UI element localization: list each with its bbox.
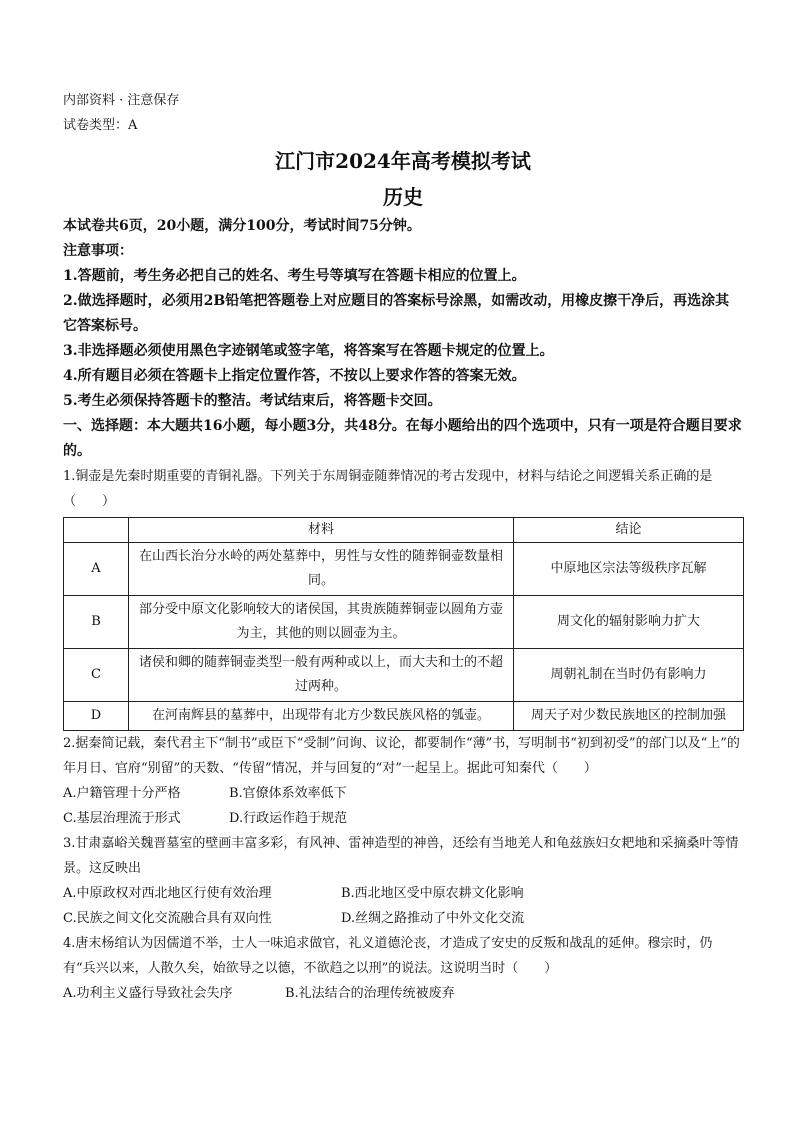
row-material: 在河南辉县的墓葬中，出现带有北方少数民族风格的瓠壶。 [129,702,514,731]
row-label: B [64,596,129,649]
exam-subject: 历史 [383,185,423,209]
row-conclusion: 周天子对少数民族地区的控制加强 [514,702,744,731]
notice-item: 1.答题前，考生务必把自己的姓名、考生号等填写在答题卡相应的位置上。 [63,268,526,284]
option-d: D.行政运作趋于规范 [229,811,348,826]
option-a: A.中原政权对西北地区行使有效治理 [63,886,272,901]
row-conclusion: 周朝礼制在当时仍有影响力 [514,649,744,702]
question-1-stem: 1.铜壶是先秦时期重要的青铜礼器。下列关于东周铜壶随葬情况的考古发现中，材料与结论之间逻辑关系正确的是（ ） [63,469,713,509]
table-header-label [64,518,129,543]
table-header-conclusion: 结论 [514,518,744,543]
question-4-stem: 4.唐末杨绾认为因儒道不举，士人一味追求做官，礼义道德沦丧，才造成了安史的反叛和战乱的延伸。穆宗时，仍有“兵兴以来，人散久矣，始欲导之以德，不欲趋之以刑”的说法。这说明当时（ ） [63,936,713,976]
question-3-stem: 3.甘肃嘉峪关魏晋墓室的壁画丰富多彩，有风神、雷神造型的神兽，还绘有当地羌人和龟兹族妇女耙地和采摘桑叶等情景。这反映出 [63,836,739,876]
notice-item: 4.所有题目必须在答题卡上指定位置作答，不按以上要求作答的答案无效。 [63,368,526,384]
table-row [64,702,744,731]
question-2-options-row1 [63,781,743,806]
row-label: A [64,543,129,596]
option-b: B.西北地区受中原农耕文化影响 [341,886,524,901]
option-c: C.民族之间文化交流融合具有双向性 [63,911,272,926]
row-conclusion: 中原地区宗法等级秩序瓦解 [514,543,744,596]
table-row [64,649,744,702]
option-b: B.官僚体系效率低下 [229,786,347,801]
question-3-options-row2 [63,906,743,931]
option-a: A.功利主义盛行导致社会失序 [63,986,233,1001]
table-row [64,596,744,649]
table-row [64,543,744,596]
row-label: C [64,649,129,702]
question-1-table [63,517,744,731]
option-c: C.基层治理流于形式 [63,811,181,826]
confidential-note: 内部资料 · 注意保存 [63,93,180,108]
exam-title: 江门市2024年高考模拟考试 [275,149,531,173]
paper-type: 试卷类型：A [63,118,138,133]
notice-item: 2.做选择题时，必须用2B铅笔把答题卷上对应题目的答案标号涂黑，如需改动，用橡皮擦干净后，再选涂其它答案标号。 [63,293,730,334]
row-material: 诸侯和卿的随葬铜壶类型一般有两种或以上，而大夫和士的不超过两种。 [129,649,514,702]
question-2-options-row2 [63,806,743,831]
notice-title: 注意事项： [63,243,133,259]
question-4-options-row1 [63,981,743,1006]
option-d: D.丝绸之路推动了中外文化交流 [341,911,525,926]
row-material: 在山西长治分水岭的两处墓葬中，男性与女性的随葬铜壶数量相同。 [129,543,514,596]
table-header-material: 材料 [129,518,514,543]
question-2-stem: 2.据秦简记载，秦代君主下“制书”或臣下“受制”问询、议论，都要制作“薄”书，写明制书“初到初受”的部门以及“上”的年月日、官府“别留”的天数、“传留”情况，并与回复的“对”一起呈上。据此可知秦代（ ） [63,736,740,776]
row-label: D [64,702,129,731]
notice-item: 5.考生必须保持答题卡的整洁。考试结束后，将答题卡交回。 [63,393,442,409]
exam-page [63,88,743,1006]
option-b: B.礼法结合的治理传统被废弃 [285,986,455,1001]
exam-info: 本试卷共6页，20小题，满分100分，考试时间75分钟。 [63,218,421,234]
option-a: A.户籍管理十分严格 [63,786,181,801]
section-heading: 一、选择题：本大题共16小题，每小题3分，共48分。在每小题给出的四个选项中，只有一项是符合题目要求的。 [63,418,742,459]
row-conclusion: 周文化的辐射影响力扩大 [514,596,744,649]
question-3-options-row1 [63,881,743,906]
table-header-row [64,518,744,543]
row-material: 部分受中原文化影响较大的诸侯国，其贵族随葬铜壶以圆角方壶为主，其他的则以圆壶为主。 [129,596,514,649]
notice-item: 3.非选择题必须使用黑色字迹钢笔或签字笔，将答案写在答题卡规定的位置上。 [63,343,554,359]
